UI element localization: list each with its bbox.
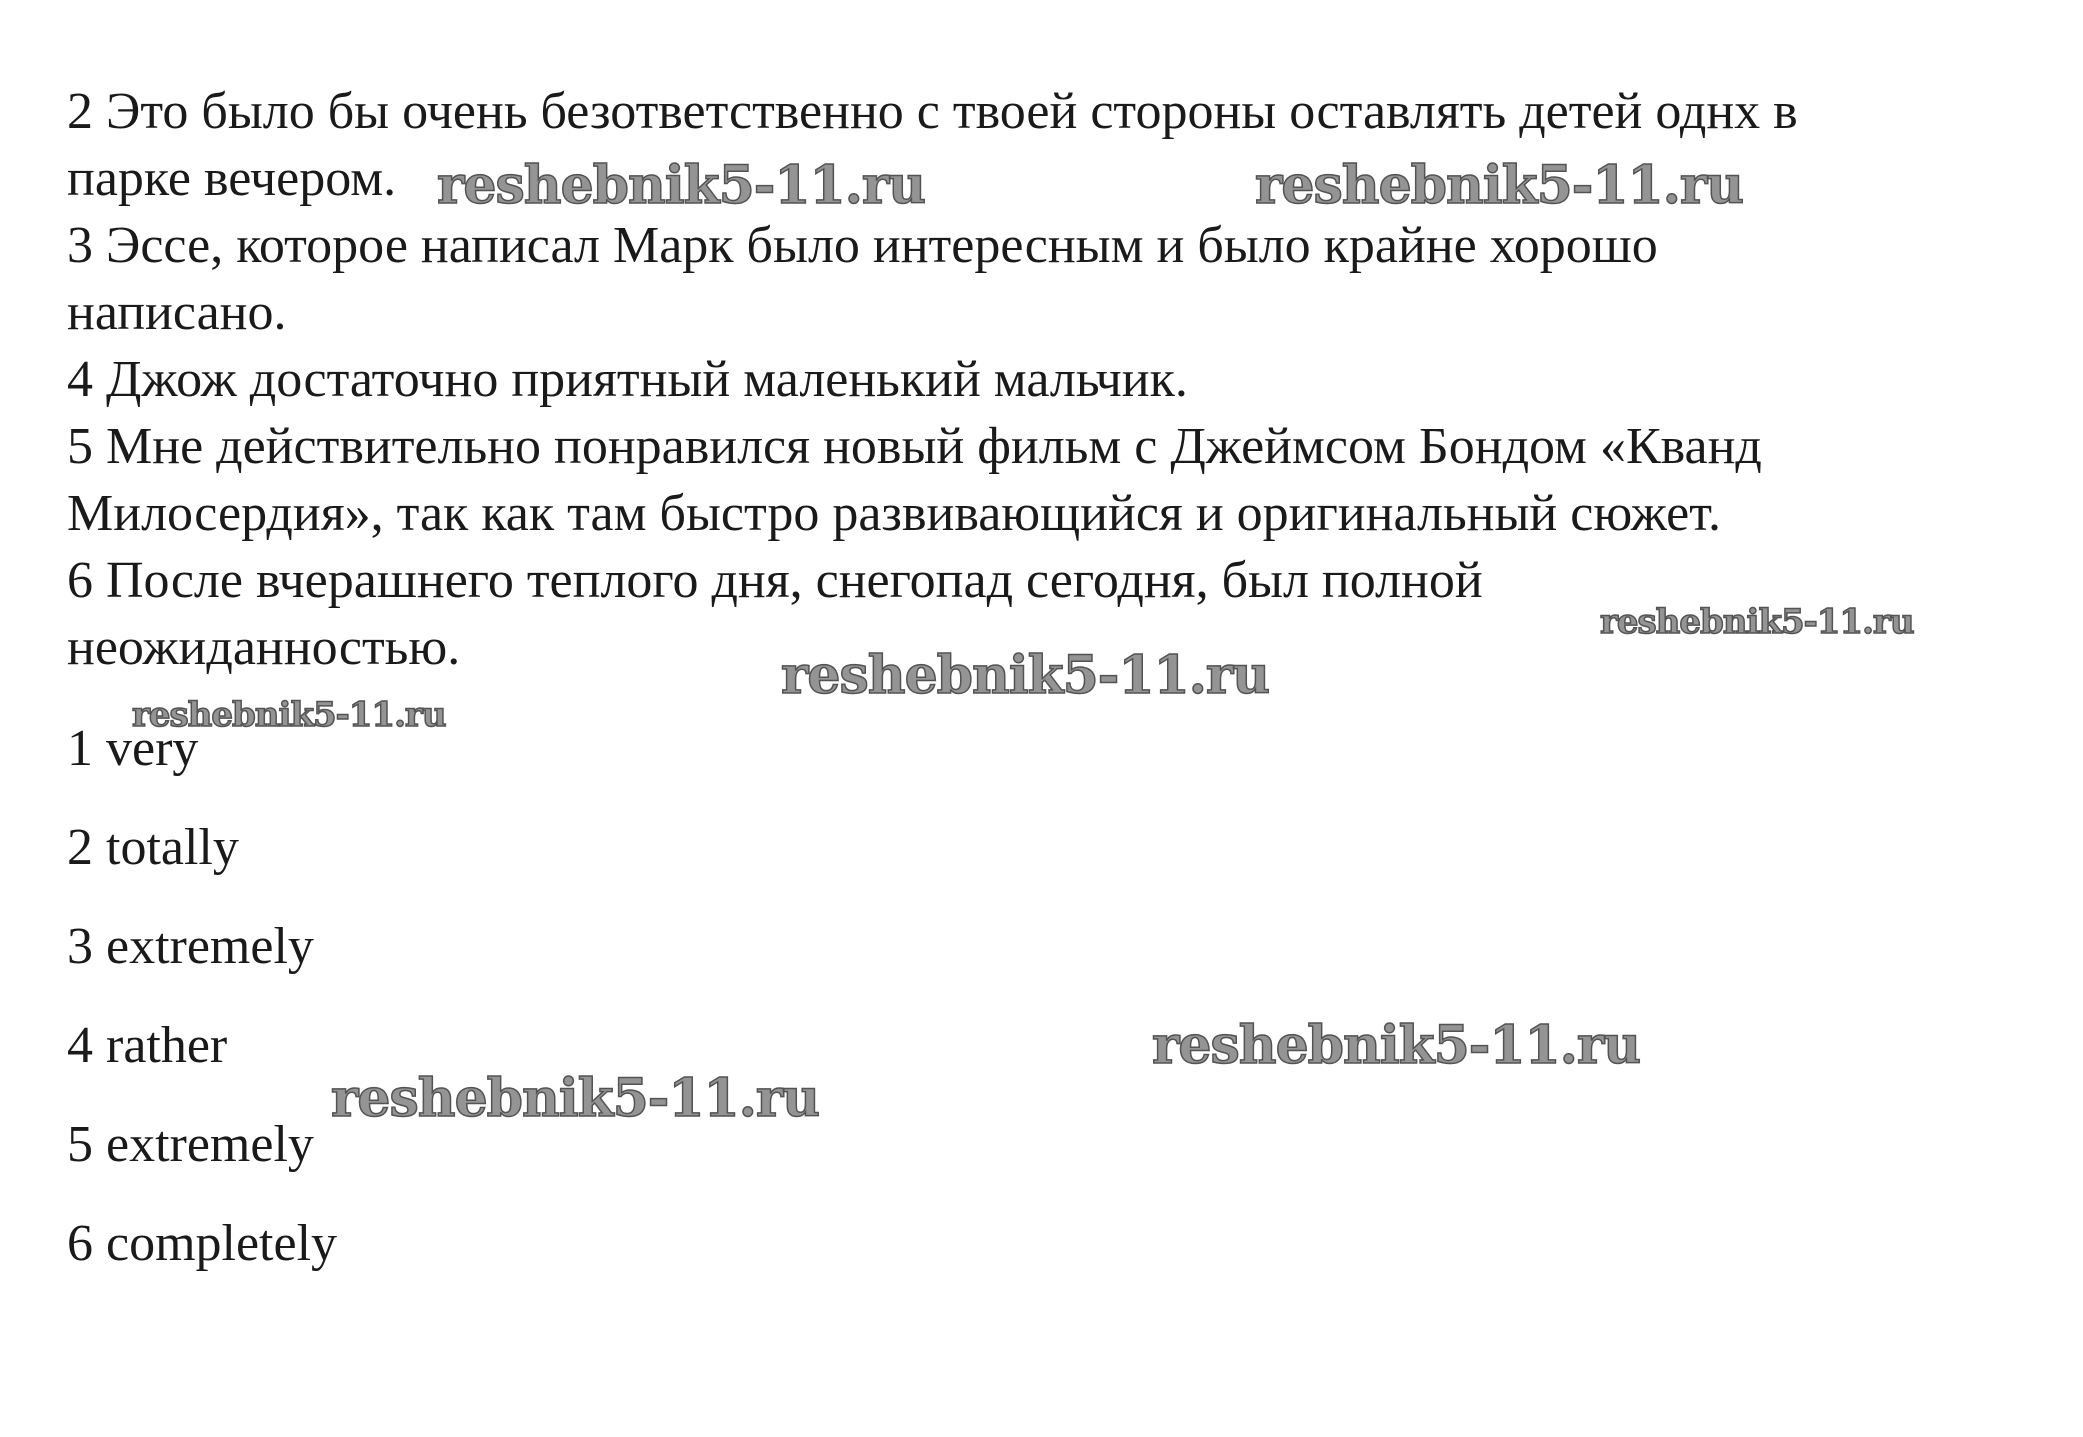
answer-1: 1 very <box>67 720 199 777</box>
watermark: reshebnik5-11.ru <box>132 695 446 735</box>
watermark: reshebnik5-11.ru <box>1255 155 1744 216</box>
watermark: reshebnik5-11.ru <box>331 1068 820 1129</box>
translation-line-5a: 5 Мне действительно понравился новый фильм с Джеймсом Бондом «Кванд <box>67 418 1762 475</box>
translation-line-4: 4 Джож достаточно приятный маленький мальчик. <box>67 351 1188 408</box>
answer-6: 6 completely <box>67 1215 338 1272</box>
translation-line-6b: неожиданностью. <box>67 619 461 676</box>
answer-4: 4 rather <box>67 1017 228 1074</box>
translation-line-2b: парке вечером. <box>67 150 397 207</box>
translation-line-5b: Милосердия», так как там быстро развивающийся и оригинальный сюжет. <box>67 485 1722 542</box>
watermark: reshebnik5-11.ru <box>1152 1015 1641 1076</box>
answer-5: 5 extremely <box>67 1116 314 1173</box>
translation-line-3b: написано. <box>67 284 287 341</box>
translation-line-2a: 2 Это было бы очень безответственно с твоей стороны оставлять детей однх в <box>67 83 1798 140</box>
watermark: reshebnik5-11.ru <box>781 645 1270 706</box>
answer-2: 2 totally <box>67 819 239 876</box>
answer-3: 3 extremely <box>67 918 314 975</box>
translation-line-3a: 3 Эссе, которое написал Марк было интересным и было крайне хорошо <box>67 217 1658 274</box>
watermark: reshebnik5-11.ru <box>437 155 926 216</box>
translation-line-6a: 6 После вчерашнего теплого дня, снегопад сегодня, был полной <box>67 552 1483 609</box>
watermark: reshebnik5-11.ru <box>1600 602 1914 642</box>
